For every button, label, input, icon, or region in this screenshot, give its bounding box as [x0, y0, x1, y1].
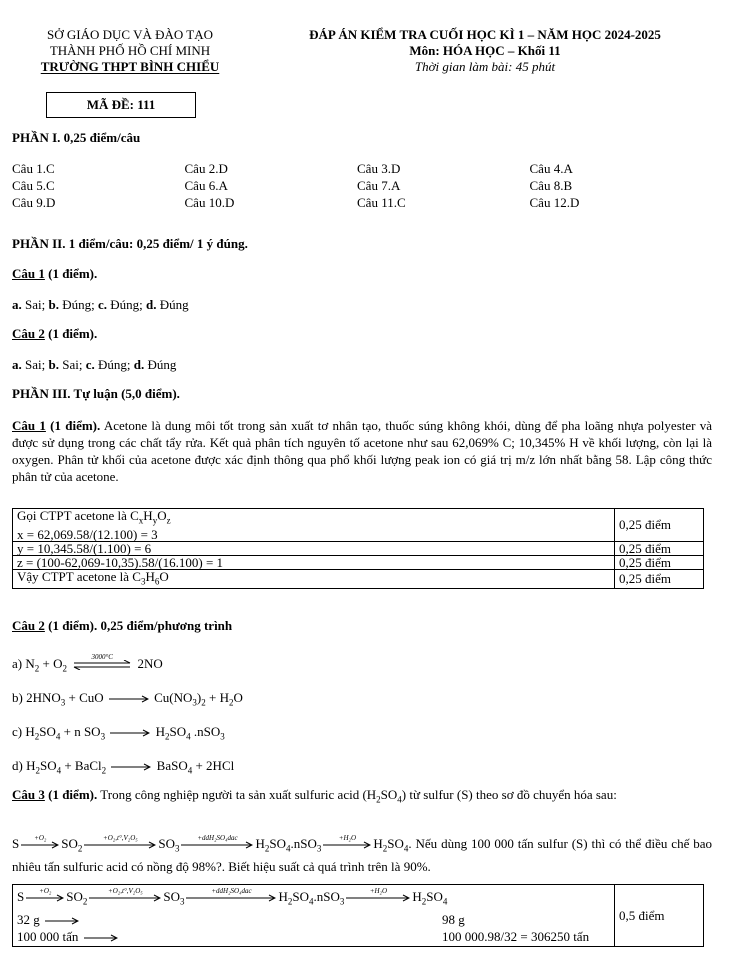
item-value: Đúng;: [94, 357, 134, 372]
q-points: (1 điểm).: [44, 326, 98, 341]
q-label: Câu 2: [12, 326, 45, 341]
eq-text: .nSO: [190, 724, 221, 739]
arrow-condition: +H₂O: [369, 887, 388, 896]
arrow-condition: +O₂,t°,V₂O₅: [108, 887, 143, 896]
doc-title: ĐÁP ÁN KIỂM TRA CUỐI HỌC KÌ 1 – NĂM HỌC 2024-2025: [309, 27, 661, 42]
reaction-arrow: [26, 887, 64, 902]
eq-text: c) H: [12, 724, 35, 739]
part2-q2-heading: [12, 326, 97, 342]
points-cell: 0,25 điểm: [615, 541, 704, 555]
eq-text: b) 2HNO: [12, 690, 61, 705]
answer-cell: Câu 10.D: [184, 195, 235, 210]
answer-cell: Câu 4.A: [529, 161, 573, 176]
item-label: b.: [48, 297, 59, 312]
answer-row: [12, 194, 702, 211]
part1-answer-grid: [12, 160, 702, 211]
item-label: c.: [97, 297, 107, 312]
table-cell: Vậy CTPT acetone là $C_3H_6O$: [13, 569, 615, 589]
reaction-arrow: [186, 887, 276, 902]
arrow-icon: [111, 763, 151, 771]
arrow-condition: +O₂,t°,V₂O₅: [103, 834, 138, 843]
header-right: [245, 27, 725, 75]
q-label: Câu 1: [12, 266, 45, 281]
part2-q2-answer: [12, 357, 176, 373]
equilibrium-arrow: [72, 653, 132, 670]
acetone-solution-table: [12, 508, 704, 589]
q-points: (1 điểm). 0,25 điểm/phương trình: [44, 618, 233, 633]
eq-text: + 2HCl: [192, 758, 235, 773]
item-value: Đúng;: [107, 297, 146, 312]
arrow-icon: [84, 934, 118, 942]
points-cell: 0,25 điểm: [615, 569, 704, 589]
reaction-arrow: [323, 834, 371, 849]
reaction-arrow: [110, 729, 150, 737]
part1-title: PHẦN I. 0,25 điểm/câu: [12, 130, 141, 145]
table-row: [13, 885, 704, 947]
part3-q3-scheme: S +O₂ $SO_2$ +O₂,t°,V₂O₅ $SO_3$ +ddH₂SO₄dac $H_2SO_4.nSO_3$ +H₂O $H_2SO_4$. Nếu dùng 100 000 tấn sulfur (S) thì có thể điều chế bao nhiêu tấn sulfuric acid có nồng độ 98%?. Biết hiệu suất cả quá trình trên là 90%.: [12, 835, 712, 875]
eq-text: a) N: [12, 656, 35, 671]
answer-cell: Câu 9.D: [12, 195, 56, 210]
item-label: d.: [146, 297, 157, 312]
dept-name: SỞ GIÁO DỤC VÀ ĐÀO TẠO: [47, 27, 213, 42]
eq-text: BaSO: [156, 758, 188, 773]
subject: Môn: HÓA HỌC – Khối 11: [409, 43, 561, 58]
item-value: Đúng: [144, 357, 177, 372]
q-label: Câu 2: [12, 618, 45, 633]
q-points: (1 điểm).: [44, 787, 98, 802]
eq-text: Cu(NO: [154, 690, 193, 705]
header-left: [12, 27, 248, 75]
q-label: Câu 1: [12, 418, 46, 433]
table-row: [13, 509, 704, 542]
scheme-line: [17, 928, 610, 945]
table-row: [13, 555, 704, 569]
eq-text: + H: [205, 690, 229, 705]
eq-text: + n SO: [60, 724, 101, 739]
q-body: ) từ sulfur (S) theo sơ đồ chuyển hóa sau:: [401, 787, 617, 802]
arrow-condition: +O₂: [39, 887, 52, 896]
table-cell: y = 10,345.58/(1.100) = 6: [13, 541, 615, 555]
scheme-line: S +O₂ $SO_2$ +O₂,t°,V₂O₅ $SO_3$ +ddH₂SO₄dac $H_2SO_4.nSO_3$ +H₂O $H_2SO_4$: [17, 888, 610, 911]
arrow-icon: [110, 729, 150, 737]
item-label: a.: [12, 297, 22, 312]
points-cell: 0,25 điểm: [615, 509, 704, 542]
part3-q1-text: [12, 417, 712, 485]
item-value: Sai;: [21, 297, 49, 312]
scheme-line: [17, 911, 610, 928]
answer-cell: Câu 5.C: [12, 178, 55, 193]
arrow-icon: [45, 917, 79, 925]
reaction-arrow: [109, 695, 149, 703]
eq-text: 2NO: [137, 656, 163, 671]
answer-cell: Câu 12.D: [529, 195, 580, 210]
eq-text: d) H: [12, 758, 36, 773]
equation-a: a) $N_2 + O_2$ 3000°C 2NO: [12, 655, 163, 678]
cell-text: Vậy CTPT acetone là C: [17, 568, 141, 584]
cell-text: Gọi CTPT acetone là C: [17, 508, 139, 523]
arrow-condition: +ddH₂SO₄dac: [211, 887, 252, 896]
city-name: THÀNH PHỐ HỒ CHÍ MINH: [49, 43, 211, 58]
answer-row: [12, 160, 702, 177]
arrow-condition: +O₂: [34, 834, 47, 843]
q-label: Câu 3: [12, 787, 45, 802]
reaction-arrow: [84, 934, 118, 942]
part2-title: PHẦN II. 1 điểm/câu: 0,25 điểm/ 1 ý đúng.: [12, 236, 248, 251]
answer-cell: Câu 3.D: [357, 161, 401, 176]
arrow-condition: 3000°C: [91, 653, 113, 662]
part2-q1-answer: [12, 297, 189, 313]
points-cell: 0,25 điểm: [615, 555, 704, 569]
cell-text: 98 g: [442, 911, 465, 927]
reaction-arrow: [89, 887, 161, 902]
item-value: Đúng: [156, 297, 189, 312]
table-cell: z = (100-62,069-10,35).58/(16.100) = 1: [13, 555, 615, 569]
equation-d: d) $H_2SO_4$ + BaCl$_2$ BaSO$_4$ + 2HCl: [12, 758, 235, 776]
answer-cell: Câu 8.B: [529, 178, 573, 193]
cell-text: 100 000 tấn: [17, 928, 79, 944]
q-points: (1 điểm).: [44, 266, 98, 281]
arrow-condition: +ddH₂SO₄dac: [197, 834, 238, 843]
reaction-arrow: [181, 834, 253, 849]
table-cell: [13, 885, 615, 947]
table-cell: Gọi CTPT acetone là $C_xH_yO_z$ x = 62,069.58/(12.100) = 3: [13, 509, 615, 542]
item-label: a.: [12, 357, 22, 372]
sulfuric-solution-table: [12, 884, 704, 947]
answer-cell: Câu 6.A: [184, 178, 228, 193]
part2-q1-heading: [12, 266, 97, 282]
item-label: b.: [48, 357, 59, 372]
table-row: [13, 569, 704, 589]
item-label: d.: [133, 357, 145, 372]
part3-title: PHẦN III. Tự luận (5,0 điểm).: [12, 386, 180, 401]
part3-q3-text: Câu 3 (1 điểm). Trong công nghiệp người ta sản xuất sulfuric acid $(H_2SO_4)$ từ sulfur (S) theo sơ đồ chuyển hóa sau:: [12, 787, 617, 805]
school-name: TRƯỜNG THPT BÌNH CHIỂU: [40, 59, 220, 74]
reaction-arrow: [111, 763, 151, 771]
points-cell: 0,5 điểm: [615, 885, 704, 947]
item-value: Sai;: [58, 357, 86, 372]
eq-text: + CuO: [65, 690, 104, 705]
cell-text: 32 g: [17, 911, 40, 927]
eq-text: H: [155, 724, 165, 739]
eq-text: + BaCl: [61, 758, 102, 773]
answer-row: [12, 177, 702, 194]
item-label: c.: [85, 357, 95, 372]
reaction-arrow: [21, 834, 59, 849]
q-body: Acetone là dung môi tốt trong sản xuất tơ nhân tạo, thuốc súng không khói, dùng để pha loãng nhựa polyester và được sử dụng trong các chất tẩy rửa. Kết quả phân tích nguyên tố acetone như sau 62,069% C; 10,345% H về khối lượng, còn lại là oxygen. Phân tử khối của acetone được xác định thông qua phổ khối lượng peak ion có giá trị m/z lớn nhất bằng 58. Lập công thức phân tử của acetone.: [12, 418, 712, 484]
reaction-arrow: [84, 834, 156, 849]
part3-q2-heading: [12, 618, 232, 634]
answer-cell: Câu 1.C: [12, 161, 55, 176]
duration: Thời gian làm bài: 45 phút: [414, 59, 556, 74]
table-row: [13, 541, 704, 555]
exam-code-box: MÃ ĐỀ: 111: [46, 92, 196, 118]
answer-cell: Câu 2.D: [184, 161, 228, 176]
cell-text: 100 000.98/32 = 306250 tấn: [442, 928, 590, 944]
equation-b: b) $2HNO_3$ + CuO $Cu(NO_3)_2 + H_2O$: [12, 690, 243, 708]
arrow-condition: +H₂O: [338, 834, 357, 843]
answer-cell: Câu 11.C: [357, 195, 406, 210]
equation-c: c) $H_2SO_4 + n$ $SO_3$ $H_2SO_4$ .nSO$_3$: [12, 724, 225, 742]
arrow-icon: [109, 695, 149, 703]
item-value: Sai;: [21, 357, 49, 372]
q-body: Trong công nghiệp người ta sản xuất sulfuric acid (H: [97, 787, 377, 802]
q-body: . Nếu dùng 100 000 tấn sulfur (S) thì có thể điều chế bao nhiêu tấn sulfuric acid có nồng độ 98%?. Biết hiệu suất cả quá trình trên là 90%.: [12, 836, 712, 874]
reaction-arrow: [45, 917, 79, 925]
cell-text: x = 62,069.58/(12.100) = 3: [17, 526, 158, 542]
item-value: Đúng;: [58, 297, 98, 312]
answer-cell: Câu 7.A: [357, 178, 401, 193]
reaction-arrow: [346, 887, 410, 902]
q-points: (1 điểm).: [45, 418, 101, 433]
